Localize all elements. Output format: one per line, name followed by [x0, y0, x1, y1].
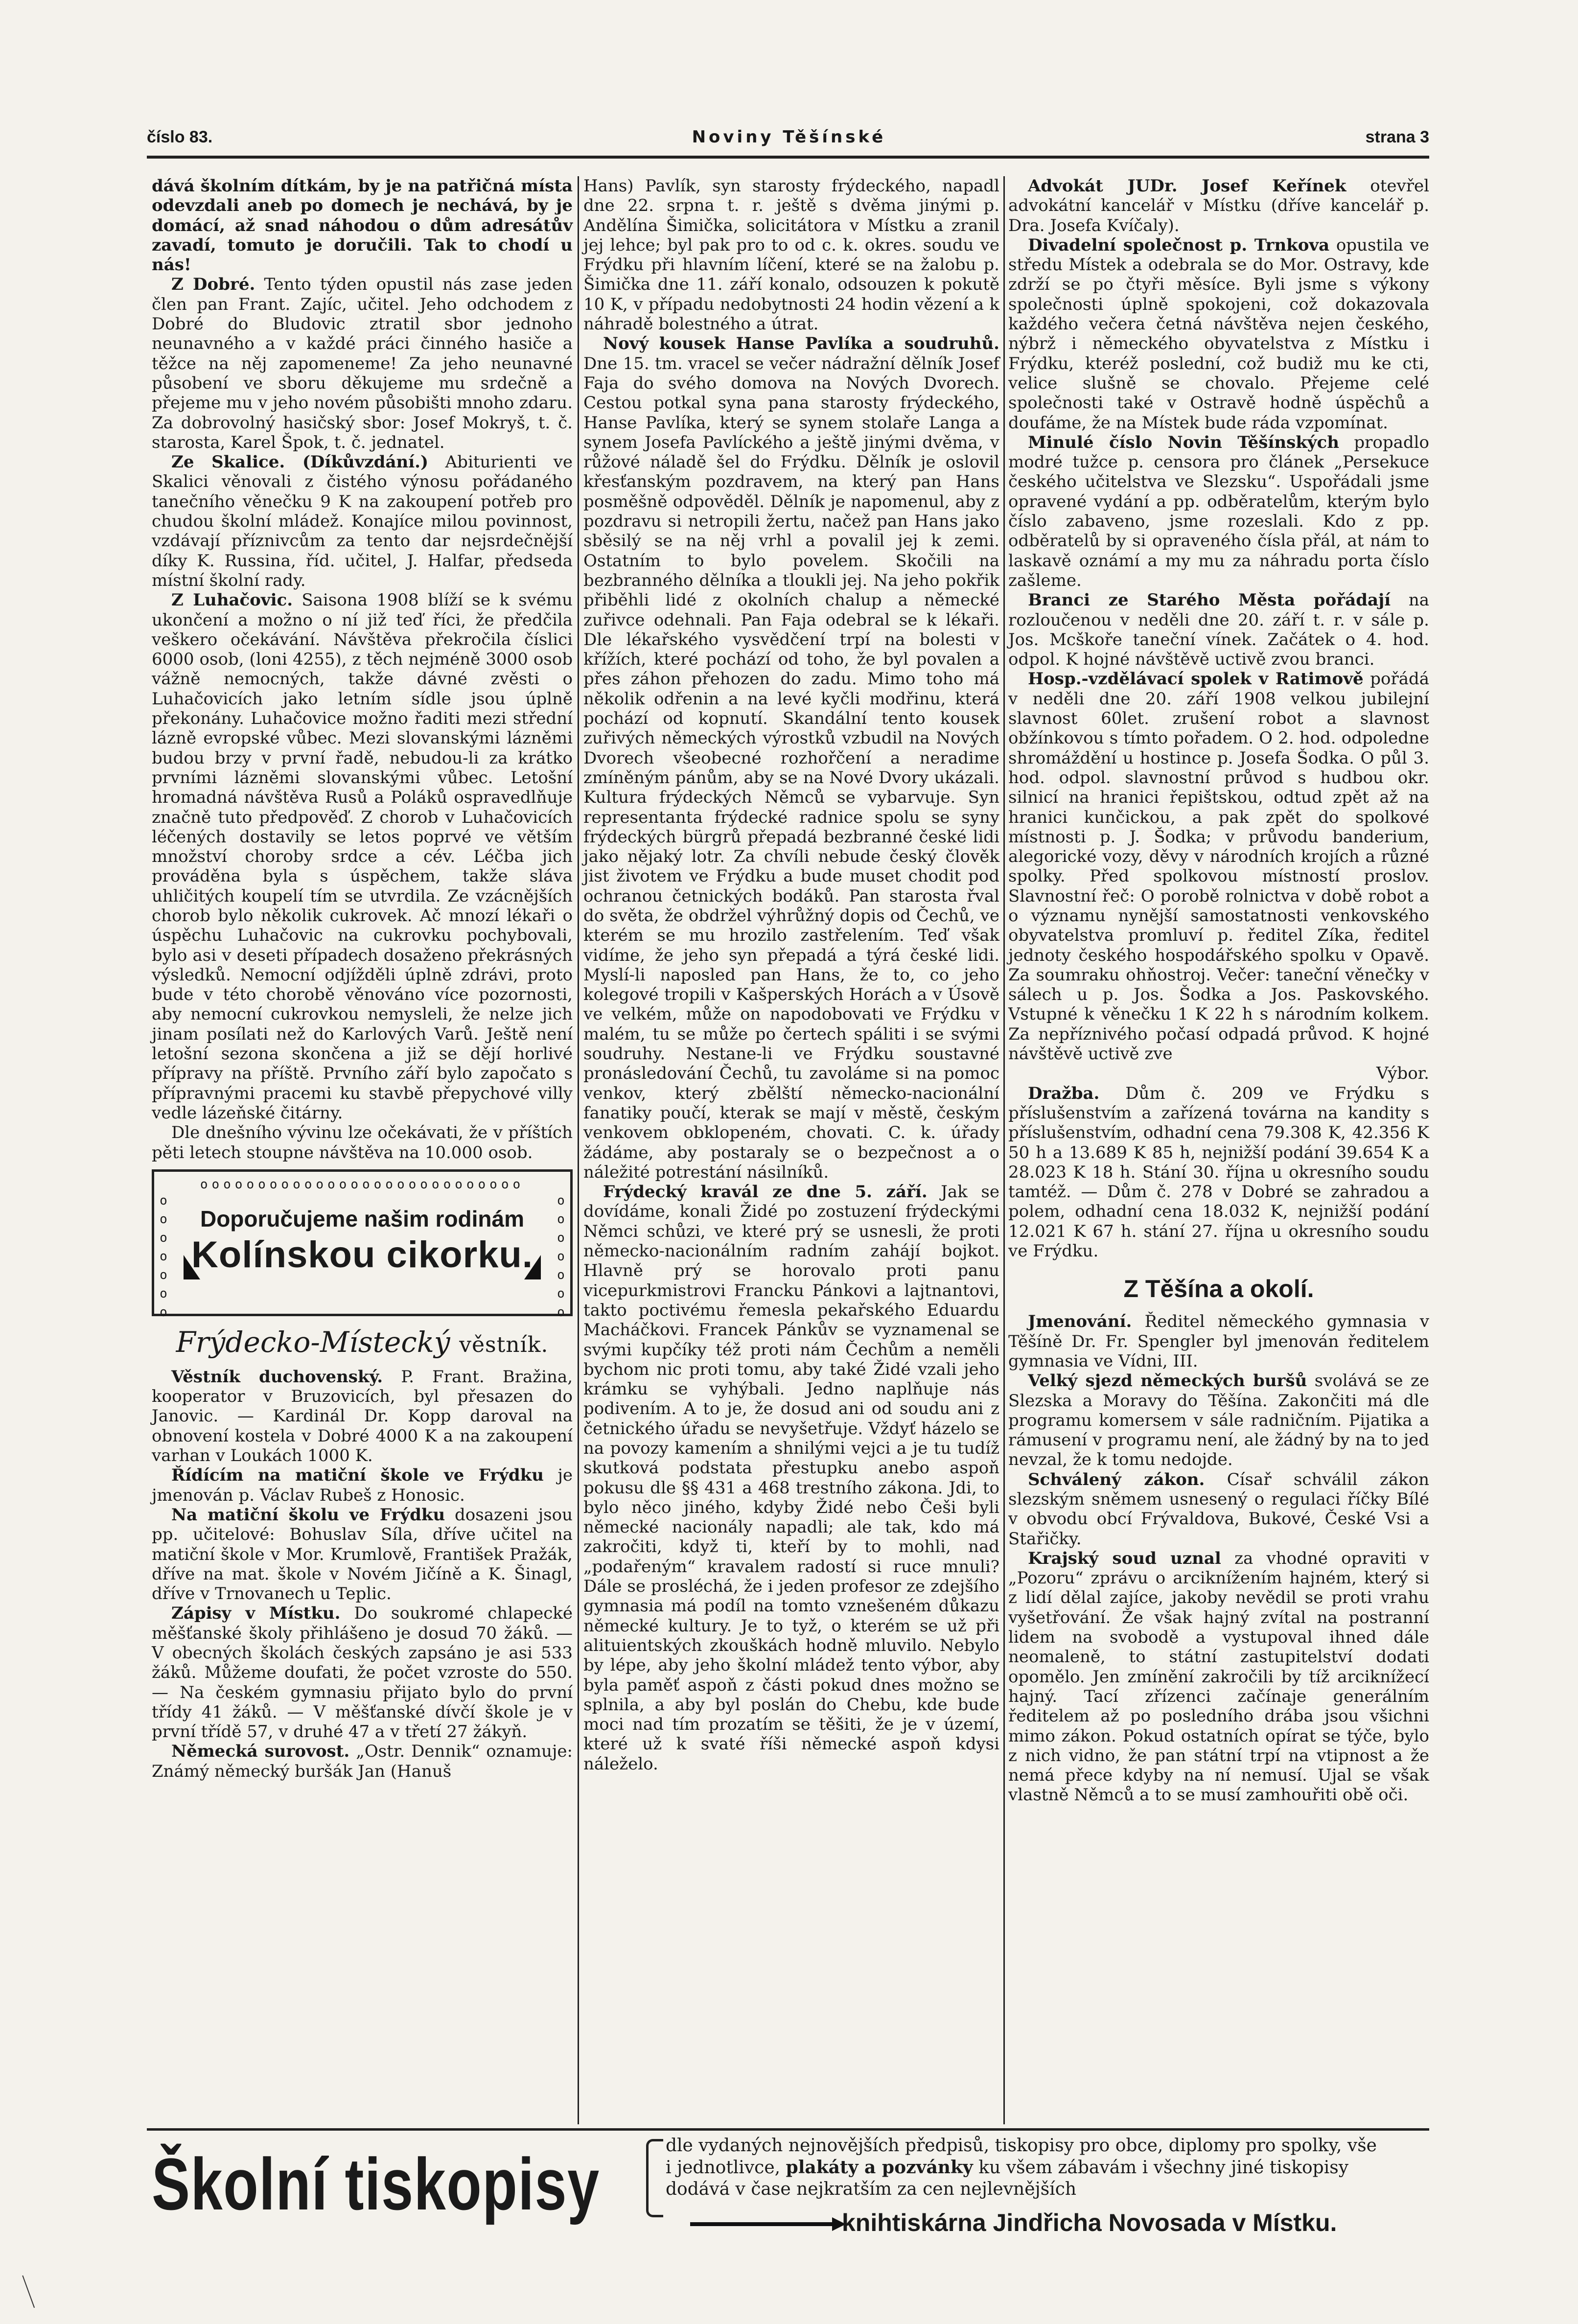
article-text: Ředitel německého gymnasia v Těšíně Dr. Fr. Spengler byl jmenován ředitelem gymnasia ve Vídni, III. [1008, 1312, 1429, 1371]
column-divider [1003, 176, 1005, 2124]
ad-text-bold: plakáty a pozvánky [786, 2157, 973, 2178]
arrow-icon [690, 2222, 837, 2226]
column-divider [578, 176, 579, 2124]
article-text: opustila ve středu Místek a odebrala se do Mor. Ostravy, kde zdrží se po čtyři měsíce. Byli jsme s výkony společnosti úplně spokojeni, což dokazovala každého večera četná návštěva nejen českého, nýbrž i německého obyvatelstva z Místku i Frýdku, kteréž poslední, což budiž mu ke cti, velice slušně se chovalo. Přejeme celé společnosti také v Ostravě hodně úspěchů a doufáme, že na Místek bude ráda vzpomínat. [1008, 235, 1429, 433]
article-lead: Frýdecký kravál ze dne 5. září. [603, 1182, 928, 1202]
article-paragraph [1008, 1312, 1429, 1371]
article-paragraph [1008, 1084, 1429, 1261]
article-lead: Minulé číslo Novin Těšínských [1028, 432, 1339, 452]
article-lead: Krajský soud uznal [1028, 1548, 1221, 1568]
section-title [152, 1325, 573, 1362]
article-lead: Řídícím na matiční škole ve Frýdku [171, 1465, 544, 1486]
article-paragraph: Hans) Pavlík, syn starosty frýdeckého, napadl dne 22. srpna t. r. ještě s dvěma jinými p. Andělína Šimička, solicitátora v Místku a zranil jej lehce; byl pak pro to od c. k. okres. soudu ve Frýdku při hlavním líčení, které se na žalobu p. Šimička dne 11. září konalo, odsouzen k pokutě 10 K, v případu nedobytnosti 24 hodin vězení a k náhradě bolestného a útrat. [583, 176, 999, 334]
article-text: svolává se ze Slezska a Moravy do Těšína. Zakončiti má dle programu komersem v sále radničním. Pijatika a rámusení v programu není, ale žádný by na to jed nevzal, že k tomu nedojde. [1008, 1371, 1430, 1470]
bottom-rule [147, 2128, 1429, 2131]
article-text: na rozloučenou v neděli dne 20. září t. r. v sále p. Jos. Mcškoře taneční vínek. Začátek o 4. hod. odpol. K hojné návštěvě uctivě zvou branci. [1008, 590, 1429, 670]
paper-crease [22, 2269, 53, 2308]
page-header [147, 122, 1429, 152]
article-paragraph [152, 590, 573, 1123]
article-lead: Divadelní společnost p. Trnkova [1028, 235, 1330, 255]
article-paragraph [1008, 1371, 1429, 1469]
issue-number: číslo 83. [147, 127, 213, 146]
article-paragraph [152, 1604, 573, 1742]
article-text: otevřel advokátní kancelář v Místku (dříve kancelář p. Dra. Josefa Kvíčaly). [1008, 176, 1429, 235]
column-1 [152, 176, 573, 2124]
article-lead: Branci ze Starého Města pořádají [1028, 590, 1391, 610]
article-lead: Hosp.-vzdělávací spolek v Ratimově [1028, 669, 1364, 689]
article-paragraph [1008, 669, 1429, 1064]
ad-line: dle vydaných nejnovějších předpisů, tiskopisy pro obce, diplomy pro spolky, vše [666, 2136, 1377, 2156]
article-lead: Německá surovost. [171, 1742, 350, 1762]
ad-text-part: i jednotlivce, [666, 2158, 781, 2178]
article-paragraph: Dle dnešního vývinu lze očekávati, že v příštích pěti letech stoupne návštěva na 10.000 osob. [152, 1123, 573, 1162]
article-text: dosazeni jsou pp. učitelové: Bohuslav Síla, dříve učitel na matiční škole v Mor. Krumlově, František Pražák, dříve na mat. škole v Novém Jičíně a K. Šinagl, dříve v Trnovanech u Teplic. [152, 1505, 573, 1604]
article-text: P. Frant. Bražina, kooperator v Bruzovicích, byl přesazen do Janovic. — Kardinál Dr. Kopp daroval na obnovení kostela v Dobré 4000 K a na zakoupení varhan v Loukách 1000 K. [152, 1367, 573, 1466]
article-paragraph [152, 452, 573, 590]
header-rule [147, 156, 1429, 159]
article-text: za vhodné opraviti v „Pozoru“ zprávu o arciknížením hajném, který si z lidí dělal zajíce, jakoby nevědil se proti vrahu vyšetřování. Že však hajný zvítal na postranní lidem na svobodě a vystupoval ihned dále neomaleně, to státní zastupitelství dodati opomělo. Jen zmínění zakročili by tíž arciknížecí hajný. Tací zřízenci začínaje generálním ředitelem až po posledního drába jsou všichni mimo zákon. Pokud ostatních opírat se týče, bylo z nich vidno, že pan státní trpí na vtipnost a že nemá přece kdyby na ní nemusí. Ujal se však vlastně Němců a to se musí zamhouřiti obě oči. [1008, 1548, 1429, 1805]
article-text: Saisona 1908 blíží se k svému ukončení a možno o ní již teď říci, že předčila veškero očekávání. Návštěva překročila číslici 6000 osob, (loni 4255), z těch nejméně 3000 osob vážně nemocných, takže dávné zvěsti o Luhačovicích jako letním sídle jsou úplně překonány. Luhačovice možno řaditi mezi střední lázně evropské vůbec. Mezi slovanskými lázněmi budou brzy v první řadě, nebudou-li za krátko prvními lázněmi slovanskými vůbec. Letošní hromadná návštěva Rusů a Poláků ospravedlňuje značně tuto předpověď. Z chorob v Luhačovicích léčených dostavily se letos poprvé ve větším množství choroby srdce a cév. Léčba jich prováděna byla s úspěchem, takže sláva uhličitých koupelí tím se utvrdila. Ze vzácnějších chorob bylo několik cukrovek. Ač mnozí lékaři o úspěchu Luhačovic na cukrovku pochybovali, bylo asi v deseti případech dosaženo překrásných výsledků. Nemocní odjížděli úplně zdrávi, proto bude v této chorobě věnováno více pozornosti, aby nemocní cukrovkou nemysleli, že nelze jich jinam posílati než do Karlových Varů. Ještě není letošní sezona skončena a již se dějí horlivé přípravy na příště. Prvního září bylo započato s přípravnými pracemi ku stavbě přepychové villy vedle lázeňské čitárny. [152, 590, 573, 1123]
print-shop-advertisement [152, 2135, 1429, 2236]
article-paragraph [583, 1182, 999, 1774]
article-lead: Zápisy v Místku. [171, 1604, 341, 1624]
article-signature: Výbor. [1376, 1064, 1429, 1084]
article-text: „Ostr. Dennik“ oznamuje: Známý německý buršák Jan (Hanuš [152, 1742, 573, 1781]
article-paragraph [152, 1465, 573, 1505]
ad-text-part: ku všem zábavám i všechny jiné tiskopisy [978, 2158, 1349, 2178]
article-text: Do soukromé chlapecké měšťanské školy přihlášeno je dosud 70 žáků. — V obecných školách českých zapsáno je asi 533 žáků. Můžeme doufati, že počet vzroste do 550. — Na českém gymnasiu přijato bylo do první třídy 41 žáků. — V měšťanské dívčí škole je v první třídě 57, v druhé 47 a v třetí 27 žákyň. [152, 1604, 573, 1742]
article-paragraph [152, 1367, 573, 1465]
section-title-main: Frýdecko-Místecký [176, 1325, 450, 1359]
ad-border-ornament: o o o o o o o [557, 1193, 565, 1320]
article-lead: Nový kousek Hanse Pavlíka a soudruhů. [603, 334, 999, 354]
article-lead: Věstník duchovenský. [171, 1367, 383, 1387]
article-paragraph [583, 334, 999, 1182]
article-paragraph [1008, 590, 1429, 669]
article-paragraph [1008, 1470, 1429, 1549]
section-title: Z Těšína a okolí. [1123, 1275, 1314, 1303]
article-lead: Z Luhačovic. [171, 590, 293, 610]
ad-text [666, 2135, 1429, 2200]
article-paragraph [152, 1505, 573, 1604]
article-paragraph [1008, 235, 1429, 433]
article-lead: Z Dobré. [171, 275, 255, 295]
ad-product: Kolínskou cikorku. [191, 1233, 533, 1276]
article-lead: Jmenování. [1028, 1312, 1132, 1332]
article-text: Abiturienti ve Skalici věnovali z čistého výnosu pořádaného tanečního věnečku 9 K na zakoupení potřeb pro chudou školní mládež. Konajíce milou povinnost, vzdávají příznivcům za tento dar nejsrdečnější díky K. Russina, říd. učitel, J. Halfar, předseda místní školní rady. [152, 452, 573, 590]
ad-line: dodává v čase nejkratším za cen nejlevnějších [666, 2179, 1077, 2199]
ad-big-title: Školní tiskopisy [152, 2143, 600, 2225]
ad-headline: Doporučujeme našim rodinám [200, 1206, 524, 1232]
article-paragraph [1008, 176, 1429, 235]
article-paragraph [1008, 1549, 1429, 1805]
article-text: Jak se dovídáme, konali Židé po zostuzení frýdeckými Němci schůzi, ve které prý se usnesli, že proti německo-nacionálním radním zahájí bojkot. Hlavně prý se horovalo proti panu vicepurkmistrovi Francku Pánkovi a lajtnantovi, takto poctivému řemesla pekařského Eduardu Macháčkovi. Francek Pánkův se vyznamenal se svými kupčíky též proti nám Čechům a neměli bychom nic proti tomu, aby také Židé vzali jeho krámku se vyhýbali. Jedno naplňuje nás podivením. A to je, že dosud ani od soudu ani z četnického úřadu se nevyšetřuje. Vždyť házelo se na povozy kamením a shnilými vejci a je tu tudíž skutková podstata přestupku anebo aspoň pokusu dle §§ 431 a 468 trestního zákona. Jdi, to bylo něco jiného, kdyby Židé nebo Češi byli německé nacionály napadli; ale tak, kdo má zakročiti, když ti, kteří by to mohli, nad „podařeným“ kravalem radostí si ruce mnuli? Dále se prosléchá, že i jeden profesor ze zdejšího gymnasia má podíl na tomto vznešeném důkazu německé kultury. Je to tyž, o kterém se už při alituientských zkouškách hodně mluvilo. Nebylo by lépe, aby jeho školní mládež tento výbor, aby byla paměť aspoň z části pokud dnes možno se splnila, a aby byl poslán do Chebu, kde bude moci nad tím prozatím se těšiti, že je v území, které už k svaté říši německé aspoň kdysi náleželo. [583, 1182, 999, 1774]
article-paragraph [152, 275, 573, 452]
article-lead: Advokát JUDr. Josef Keřínek [1028, 176, 1346, 196]
article-text: pořádá v neděli dne 20. září 1908 velkou jubilejní slavnost 60let. zrušení robot a slavnost obžínkovou s tímto pořadem. O 2. hod. odpoledne shromáždění u hostince p. Josefa Šodka. O půl 3. hod. odpol. slavnostní průvod s hudbou okr. silnicí na hranici řepištskou, odtud zpět až na hranici kunčickou, a pak zpět do spolkové místnosti p. J. Šodka; v průvodu banderium, alegorické vozy, děvy v národních krojích a různé spolky. Před spolkovou místností proslov. Slavnostní řeč: O porobě rolnictva v době robot a o významu nynější samostatnosti venkovského obyvatelstva promluví p. ředitel Zíka, ředitel jednoty českého hospodářského spolku v Opavě. Za soumraku ohňostroj. Večer: taneční věnečky v sálech u p. Jos. Šodka a Jos. Paskovského. Vstupné k věnečku 1 K 22 h s národním kolkem. Za nepříznivého počasí odpadá průvod. K hojné návštěvě uctivě zve [1008, 669, 1429, 1064]
ad-line [666, 2157, 1429, 2179]
article-paragraph [152, 1742, 573, 1781]
ad-border-ornament: oooooooooooooooooooooooooooo [200, 1177, 525, 1192]
ad-firm-name: knihtiskárna Jindřicha Novosada v Místku. [842, 2209, 1337, 2236]
ad-brace [646, 2139, 663, 2217]
article-paragraph: dává školním dítkám, by je na patřičná místa odevzdali aneb po domech je nechává, by je domácí, až snad náhodou o dům adresátův zavadí, tomuto je doručili. Tak to chodí u nás! [152, 176, 573, 275]
article-text: Dne 15. tm. vracel se večer nádražní dělník Josef Faja do svého domova na Nových Dvorech. Cestou potkal syna pana starosty frýdeckého, Hanse Pavlíka, který se synem stolaře Langa a synem Josefa Pavlíckého a ještě jinými dvěma, v růžové náladě šel do Frýdku. Dělník je oslovil křesťanským pozdravem, na který pan Hans posměšně odpověděl. Dělník je napomenul, aby z pozdravu si netropili žertu, načež pan Hans jako sběsilý se na něj vrhl a povalil jej k zemi. Ostatním to bylo povelem. Skočili na bezbranného dělníka a tloukli jej. Na jeho pokřik přiběhli lidé z okolních chalup a německé zuřivce odehnali. Pan Faja odebral se k lékaři. Dle lékařského vysvědčení trpí na bolesti v křížích, které pochází od toho, že byl povalen a přes záhon přehozen do zadu. Mimo toho má několik odřenin a na levé kyčli modřinu, která pochází od kopnutí. Skandální tento kousek zuřivých německých výrostků vzbudil na Nových Dvorech všeobecné rozhořčení a neradime zmíněným pánům, aby se na Nové Dvory ukázali. Kultura frýdeckých Němců se vybarvuje. Syn representanta frýdecké radnice spolu se syny frýdeckých bürgrů přepadá bezbranné české lidi jako nějaký lotr. Za chvíli nebude český člověk jist životem ve Frýdku a bude muset chodit pod ochranou četnických bodáků. Pan starosta řval do světa, že obdržel výhrůžný dopis od Čechů, ve kterém se mu hrozilo zastřelením. Teď však vidíme, že jeho syn přepadá a týrá české lidi. Myslí-li naposled pan Hans, že to, co jeho kolegové tropili v Kašperských Horách a v Úsově ve velkém, může on napodobovati ve Frýdku v malém, tu se může po čertech spáliti i se svými soudruhy. Nestane-li ve Frýdku soustavné pronásledování Čechů, tu zavoláme si na pomoc venkov, který zbělští německo-nacionální fanatiky poučí, kterak se mají v městě, českým venkovem obklopeném, chovati. C. k. úřady žádáme, aby postaraly se o bezpečnost a o náležité potrestání násilníků. [583, 353, 999, 1182]
article-text: Dům č. 209 ve Frýdku s příslušenstvím a zařízená továrna na kandity s příslušenstvím, odhadní cena 79.308 K, 42.356 K 50 h a 13.689 K 85 h, nejnižší podání 39.654 K a 28.023 K 18 h. Stání 30. října u okresního soudu tamtéž. — Dům č. 278 v Dobré se zahradou a polem, odhadní cena 18.032 K, nejnižší podání 12.021 K 67 h. stání 27. října u okresního soudu ve Frýdku. [1008, 1083, 1430, 1261]
article-lead: Na matiční školu ve Frýdku [171, 1505, 445, 1525]
ad-triangle-icon [524, 1255, 541, 1279]
article-text: je jmenován p. Václav Rubeš z Honosic. [152, 1465, 573, 1505]
article-lead: Velký sjezd německých buršů [1028, 1371, 1307, 1391]
article-text: Císař schválil zákon slezským sněmem usnesený o regulaci říčky Bílé v obvodu obcí Frývaldova, Bukové, České Vsi a Stařičky. [1008, 1469, 1429, 1549]
article-lead: Ze Skalice. (Díkůvzdání.) [171, 452, 429, 472]
chicory-advertisement [152, 1169, 573, 1320]
column-2 [583, 176, 999, 2124]
article-text: Tento týden opustil nás zase jeden člen pan Frant. Zajíc, učitel. Jeho odchodem z Dobré do Bludovic ztratil sbor jednoho neunavného a v každé práci činného hasiče a těžce na něj zapomeneme! Za jeho neunavné působení ve sboru děkujeme mu srdečně a přejeme mu v jeho novém působišti mnoho zdaru. Za dobrovolný hasičský sbor: Josef Mokryš, t. č. starosta, Karel Špok, t. č. jednatel. [152, 275, 573, 452]
ad-border-ornament: o o o o o o o [160, 1193, 167, 1320]
newspaper-title: Noviny Těšínské [692, 127, 886, 147]
article-text: propadlo modré tužce p. censora pro článek „Persekuce českého učitelstva ve Slezsku“. Uspořádali jsme opravené vydání a pp. odběratelům, kterým bylo číslo zabaveno, jsme rozeslali. Kdo z pp. odběratelů by si opraveného čísla přál, at nám to laskavě oznámí a my mu za náhradu porta číslo zašleme. [1008, 432, 1429, 590]
article-lead: Schválený zákon. [1028, 1469, 1205, 1489]
article-paragraph [1008, 433, 1429, 590]
page-number: strana 3 [1365, 127, 1429, 146]
column-3 [1008, 176, 1429, 2124]
section-title-sub: věstník. [459, 1332, 549, 1357]
article-lead: Dražba. [1028, 1083, 1100, 1103]
